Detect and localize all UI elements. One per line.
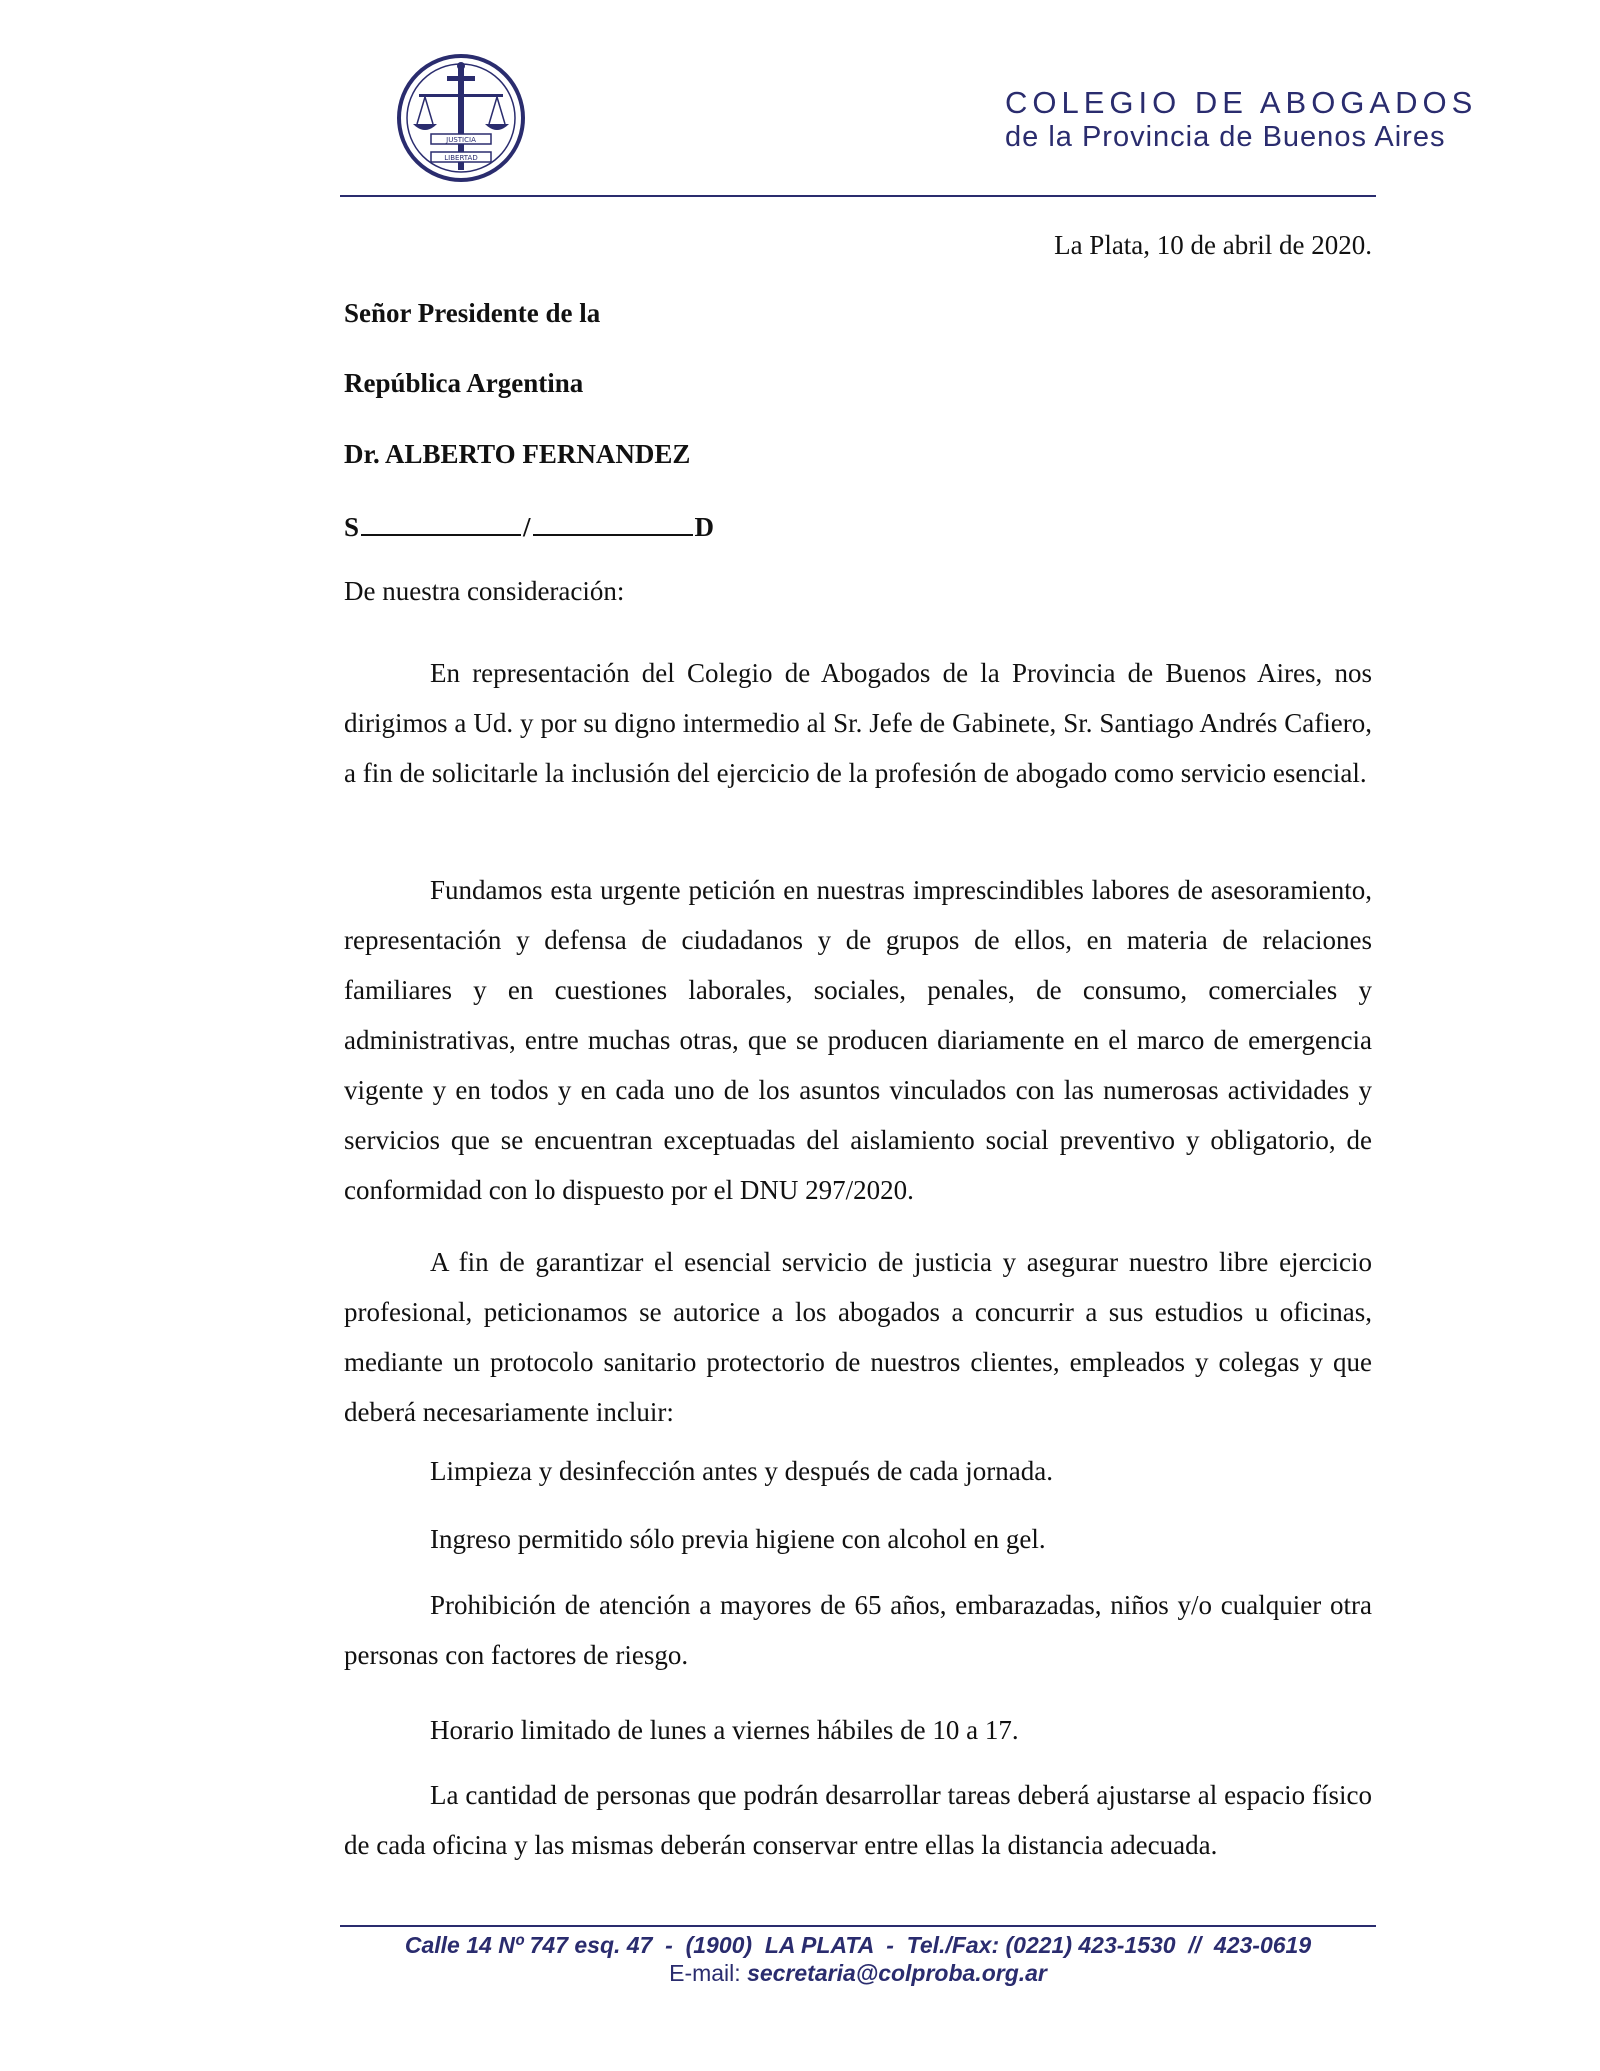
sd-blank-2 xyxy=(533,510,693,536)
org-name-line1: COLEGIO DE ABOGADOS xyxy=(1005,85,1478,120)
protocol-item-3: Prohibición de atención a mayores de 65 años, embarazadas, niños y/o cualquier otra personas con factores de riesgo. xyxy=(344,1590,1372,1670)
addressee-line2: República Argentina xyxy=(344,368,584,398)
addressee-line3: Dr. ALBERTO FERNANDEZ xyxy=(344,439,691,469)
footer-email-link[interactable]: secretaria@colproba.org.ar xyxy=(747,1960,1047,1986)
protocol-item-4: Horario limitado de lunes a viernes hábiles de 10 a 17. xyxy=(430,1715,1019,1745)
org-name xyxy=(1005,86,1477,153)
sd-slash: / xyxy=(523,512,531,542)
sd-s: S xyxy=(344,512,360,542)
college-seal-logo xyxy=(395,52,527,184)
org-name-line2: de la Provincia de Buenos Aires xyxy=(1005,120,1446,153)
protocol-item-2: Ingreso permitido sólo previa higiene con alcohol en gel. xyxy=(430,1524,1046,1554)
sd-d: D xyxy=(694,512,715,542)
paragraph-1: En representación del Colegio de Abogados de la Provincia de Buenos Aires, nos dirigimos a Ud. y por su digno intermedio al Sr. Jefe de Gabinete, Sr. Santiago Andrés Cafiero, a fin de solicitarle la inclusión del ejercicio de la profesión de abogado como servicio esencial. xyxy=(344,658,1372,788)
letter-date: La Plata, 10 de abril de 2020. xyxy=(1054,230,1372,260)
footer-divider xyxy=(340,1925,1376,1927)
svg-text:LIBERTAD: LIBERTAD xyxy=(444,154,478,162)
svg-text:JUSTICIA: JUSTICIA xyxy=(446,136,476,144)
paragraph-3: A fin de garantizar el esencial servicio de justicia y asegurar nuestro libre ejercicio profesional, peticionamos se autorice a los abogados a concurrir a sus estudios u oficinas, mediante un protocolo sanitario protectorio de nuestros clientes, empleados y colegas y que deberá necesariamente incluir: xyxy=(344,1247,1372,1427)
footer-email-label: E-mail: xyxy=(669,1960,748,1986)
paragraph-2: Fundamos esta urgente petición en nuestras imprescindibles labores de asesoramiento, representación y defensa de ciudadanos y de grupos de ellos, en materia de relaciones familiares y en cuestiones laborales, sociales, penales, de consumo, comerciales y administrativas, entre muchas otras, que se producen diariamente en el marco de emergencia vigente y en todos y en cada uno de los asuntos vinculados con las numerosas actividades y servicios que se encuentran exceptuadas del aislamiento social preventivo y obligatorio, de conformidad con lo dispuesto por el DNU 297/2020. xyxy=(344,875,1372,1205)
header-divider xyxy=(340,195,1376,197)
sd-line xyxy=(344,510,714,543)
greeting: De nuestra consideración: xyxy=(344,576,625,606)
sd-blank-1 xyxy=(361,510,521,536)
addressee-line1: Señor Presidente de la xyxy=(344,298,601,328)
footer-address: Calle 14 Nº 747 esq. 47 - (1900) LA PLATA - Tel./Fax: (0221) 423-1530 // 423-0619 xyxy=(404,1932,1312,1958)
footer-email-line xyxy=(340,1960,1376,1987)
protocol-item-1: Limpieza y desinfección antes y después de cada jornada. xyxy=(430,1456,1053,1486)
protocol-item-5: La cantidad de personas que podrán desarrollar tareas deberá ajustarse al espacio físico de cada oficina y las mismas deberán conservar entre ellas la distancia adecuada. xyxy=(344,1780,1372,1860)
